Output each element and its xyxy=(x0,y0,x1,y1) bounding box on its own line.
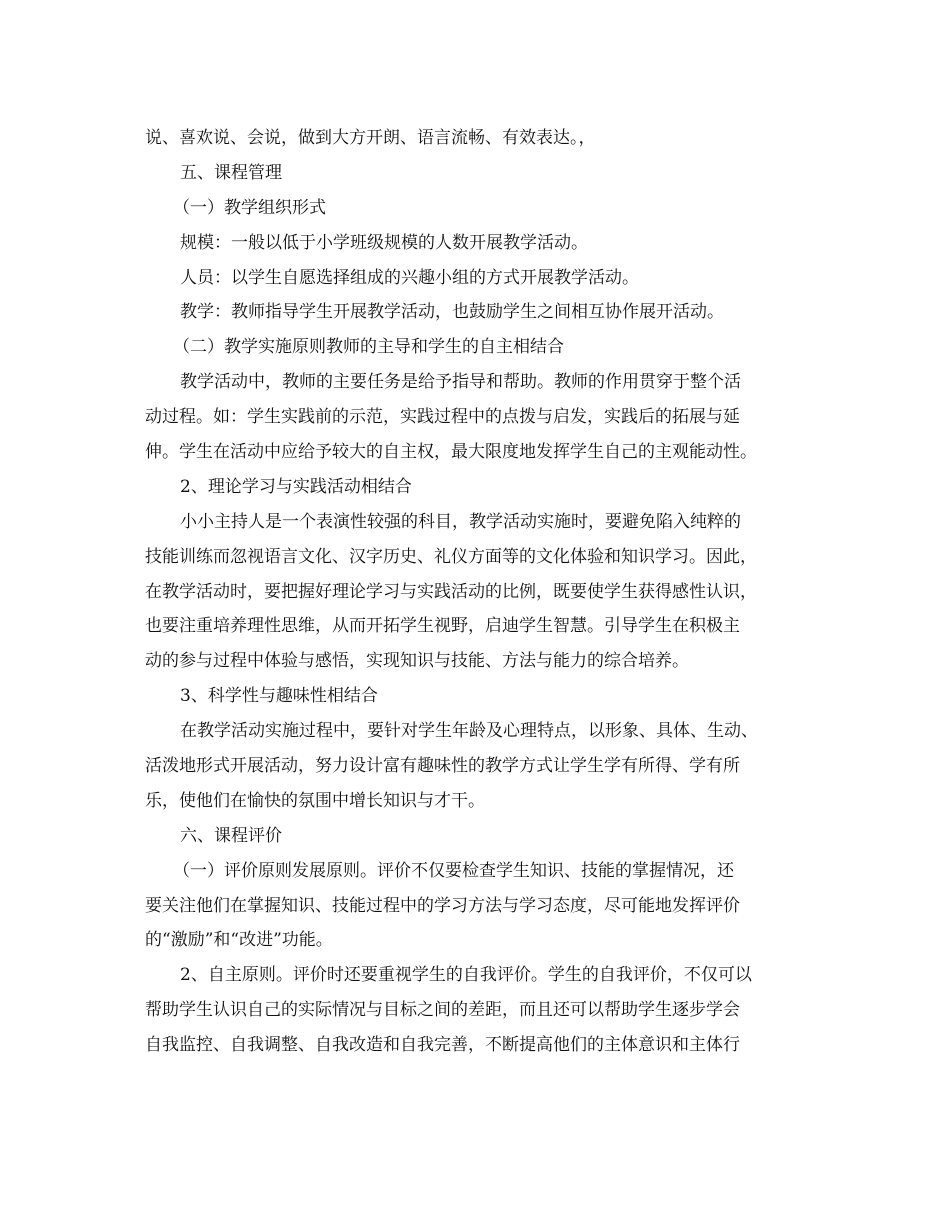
paragraph-line: 帮助学生认识自己的实际情况与目标之间的差距，而且还可以帮助学生逐步学会 xyxy=(145,1000,740,1021)
paragraph-line: 在教学活动实施过程中，要针对学生年龄及心理特点，以形象、具体、生动、 xyxy=(180,721,758,742)
subsection-heading: （一）教学组织形式 xyxy=(173,197,326,218)
paragraph-line: 活泼地形式开展活动，努力设计富有趣味性的教学方式让学生学有所得、学有所 xyxy=(145,756,740,777)
document-body xyxy=(145,121,810,1063)
paragraph-line: 自我监控、自我调整、自我改造和自我完善，不断提高他们的主体意识和主体行 xyxy=(145,1035,740,1056)
subsection-heading: 3、科学性与趣味性相结合 xyxy=(180,686,378,707)
paragraph-line: 也要注重培养理性思维，从而开拓学生视野，启迪学生智慧。引导学生在积极主 xyxy=(145,616,740,637)
paragraph-line: 在教学活动时，要把握好理论学习与实践活动的比例，既要使学生获得感性认识， xyxy=(145,581,757,602)
paragraph-line: 说、喜欢说、会说，做到大方开朗、语言流畅、有效表达。， xyxy=(145,128,596,148)
paragraph-line: （一）评价原则发展原则。评价不仅要检查学生知识、技能的掌握情况，还 xyxy=(173,860,734,881)
subsection-heading: 2、理论学习与实践活动相结合 xyxy=(180,476,412,497)
paragraph-line: 要关注他们在掌握知识、技能过程中的学习方法与学习态度，尽可能地发挥评价 xyxy=(145,895,740,916)
paragraph-line: 动的参与过程中体验与感悟，实现知识与技能、方法与能力的综合培养。 xyxy=(145,651,689,672)
paragraph-line: 小小主持人是一个表演性较强的科目，教学活动实施时，要避免陷入纯粹的 xyxy=(180,511,741,532)
section-heading: 六、课程评价 xyxy=(180,825,282,846)
paragraph-line: 技能训练而忽视语言文化、汉字历史、礼仪方面等的文化体验和知识学习。因此， xyxy=(145,546,757,567)
paragraph-line: 教学：教师指导学生开展教学活动，也鼓励学生之间相互协作展开活动。 xyxy=(180,302,724,323)
paragraph-line: 规模：一般以低于小学班级规模的人数开展教学活动。 xyxy=(180,232,588,253)
paragraph-line: 2、自主原则。评价时还要重视学生的自我评价。学生的自我评价，不仅可以 xyxy=(180,965,752,986)
paragraph-line: 人员：以学生自愿选择组成的兴趣小组的方式开展教学活动。 xyxy=(180,267,639,288)
paragraph-line: 教学活动中，教师的主要任务是给予指导和帮助。教师的作用贯穿于整个活 xyxy=(180,372,741,393)
subsection-heading: （二）教学实施原则教师的主导和学生的自主相结合 xyxy=(173,337,564,358)
paragraph-line: 动过程。如：学生实践前的示范，实践过程中的点拨与启发，实践后的拓展与延 xyxy=(145,407,740,428)
paragraph-line: 的“激励”和“改进”功能。 xyxy=(145,930,333,951)
paragraph-line: 伸。学生在活动中应给予较大的自主权，最大限度地发挥学生自己的主观能动性。 xyxy=(145,442,757,463)
paragraph-line: 乐，使他们在愉快的氛围中增长知识与才干。 xyxy=(145,790,485,811)
section-heading: 五、课程管理 xyxy=(180,162,282,183)
